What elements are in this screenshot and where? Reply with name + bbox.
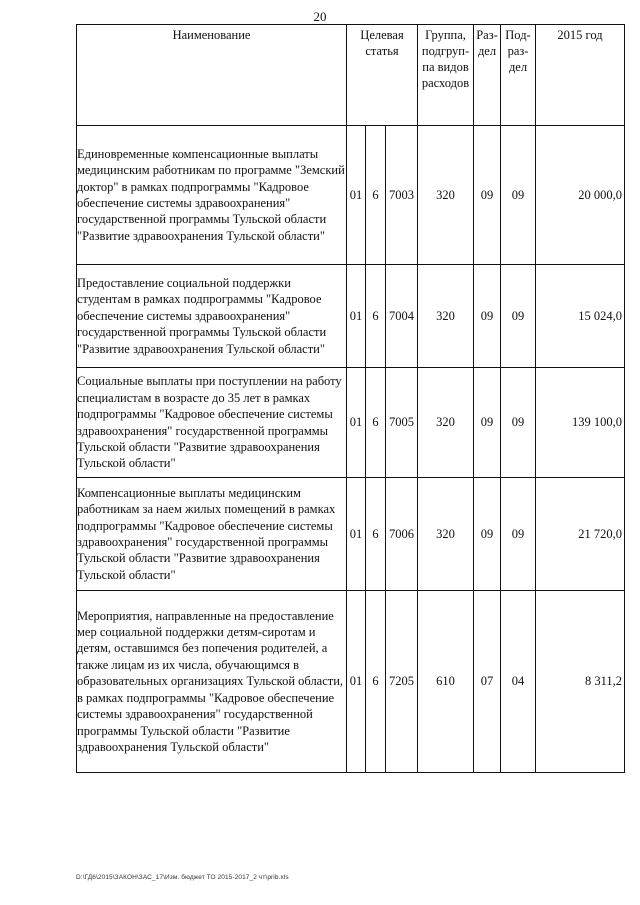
row-ts-subprogram: 6 bbox=[366, 591, 386, 773]
row-ts-program: 01 bbox=[347, 478, 366, 591]
row-ts-program: 01 bbox=[347, 368, 366, 478]
row-ts-subprogram: 6 bbox=[366, 126, 386, 265]
row-name: Мероприятия, направленные на предоставление мер социальной поддержки детям-сиротам и детям, оставшимся без попечения родителей, а также лицам из их числа, обучающимся в образовательных организациях Тульской области, в рамках подпрограммы "Кадровое обеспечение системы здравоохранения" государственной программы Тульской области "Развитие здравоохранения Тульской области" bbox=[77, 591, 347, 773]
header-section: Раз-дел bbox=[474, 25, 501, 126]
row-name: Социальные выплаты при поступлении на работу специалистам в возрасте до 35 лет в рамках подпрограммы "Кадровое обеспечение системы здравоохранения" государственной программы Тульской области "Развитие здравоохранения Тульской области" bbox=[77, 368, 347, 478]
row-amount: 20 000,0 bbox=[536, 126, 625, 265]
table-row bbox=[77, 591, 625, 773]
row-ts-program: 01 bbox=[347, 591, 366, 773]
header-target-article: Целевая статья bbox=[347, 25, 418, 126]
row-ts-subprogram: 6 bbox=[366, 368, 386, 478]
row-group: 320 bbox=[418, 478, 474, 591]
table-row bbox=[77, 265, 625, 368]
row-subsection: 09 bbox=[501, 478, 536, 591]
row-group: 610 bbox=[418, 591, 474, 773]
row-amount: 21 720,0 bbox=[536, 478, 625, 591]
table-row bbox=[77, 126, 625, 265]
row-group: 320 bbox=[418, 126, 474, 265]
row-subsection: 04 bbox=[501, 591, 536, 773]
row-ts-direction: 7205 bbox=[386, 591, 418, 773]
row-section: 09 bbox=[474, 478, 501, 591]
header-row bbox=[77, 25, 625, 126]
row-name: Единовременные компенсационные выплаты медицинским работникам по программе "Земский доктор" в рамках подпрограммы "Кадровое обеспечение системы здравоохранения" государственной программы Тульской области "Развитие здравоохранения Тульской области" bbox=[77, 126, 347, 265]
row-amount: 15 024,0 bbox=[536, 265, 625, 368]
row-amount: 8 311,2 bbox=[536, 591, 625, 773]
row-section: 09 bbox=[474, 265, 501, 368]
row-ts-direction: 7004 bbox=[386, 265, 418, 368]
row-section: 09 bbox=[474, 368, 501, 478]
row-amount: 139 100,0 bbox=[536, 368, 625, 478]
row-subsection: 09 bbox=[501, 126, 536, 265]
row-ts-subprogram: 6 bbox=[366, 478, 386, 591]
row-group: 320 bbox=[418, 368, 474, 478]
header-group: Группа, подгруп-па видов расходов bbox=[418, 25, 474, 126]
row-ts-subprogram: 6 bbox=[366, 265, 386, 368]
row-ts-direction: 7003 bbox=[386, 126, 418, 265]
table-row bbox=[77, 478, 625, 591]
budget-table bbox=[76, 24, 625, 773]
row-section: 09 bbox=[474, 126, 501, 265]
page-number: 20 bbox=[313, 9, 327, 24]
row-ts-program: 01 bbox=[347, 265, 366, 368]
row-group: 320 bbox=[418, 265, 474, 368]
row-section: 07 bbox=[474, 591, 501, 773]
row-ts-program: 01 bbox=[347, 126, 366, 265]
header-name: Наименование bbox=[77, 25, 347, 126]
row-name: Предоставление социальной поддержки студентам в рамках подпрограммы "Кадровое обеспечение системы здравоохранения" государственной программы Тульской области "Развитие здравоохранения Тульской области" bbox=[77, 265, 347, 368]
header-year: 2015 год bbox=[536, 25, 625, 126]
row-subsection: 09 bbox=[501, 265, 536, 368]
file-path-footer: D:\ГД6\2015\ЗАКОН\ЗАС_17\Изм. бюджет ТО 2015-2017_2 чт\prib.xls bbox=[76, 874, 289, 881]
table-row bbox=[77, 368, 625, 478]
row-ts-direction: 7006 bbox=[386, 478, 418, 591]
header-subsection: Под-раз-дел bbox=[501, 25, 536, 126]
row-name: Компенсационные выплаты медицинским работникам за наем жилых помещений в рамках подпрограммы "Кадровое обеспечение системы здравоохранения" государственной программы Тульской области "Развитие здравоохранения Тульской области" bbox=[77, 478, 347, 591]
row-subsection: 09 bbox=[501, 368, 536, 478]
row-ts-direction: 7005 bbox=[386, 368, 418, 478]
